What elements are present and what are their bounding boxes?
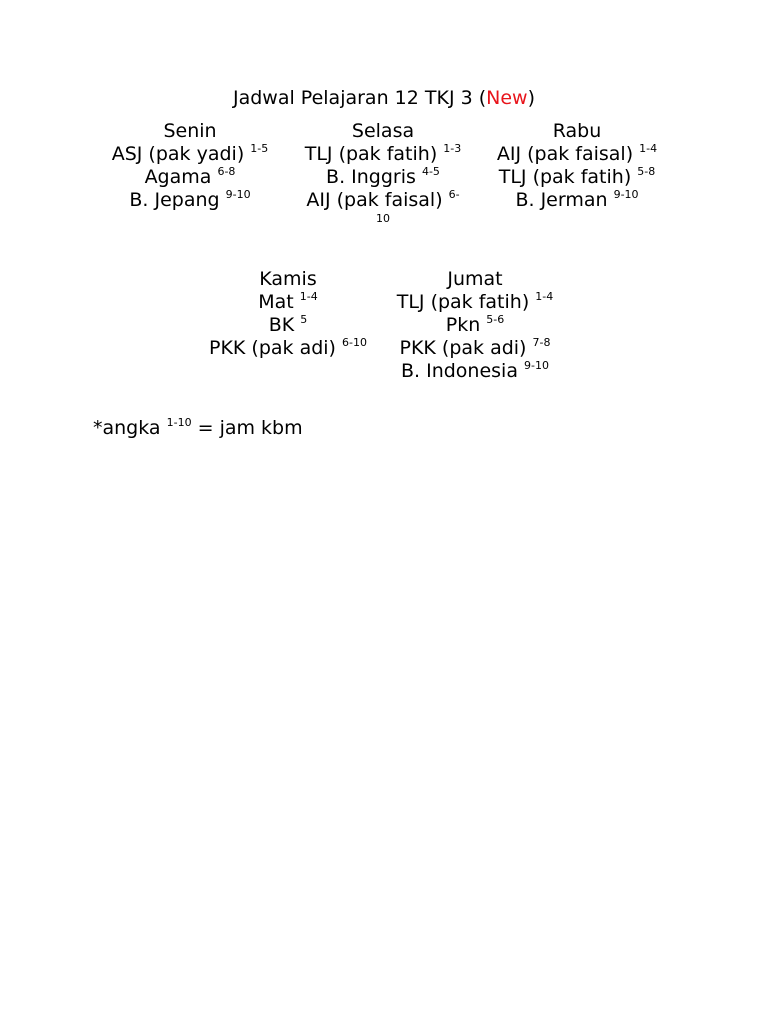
day-name: Jumat [447,268,503,290]
schedule-entry [283,189,483,212]
subject-name: AIJ (pak faisal) [496,143,634,165]
hours-label: 7-8 [532,336,551,349]
schedule-entry [188,337,388,360]
hours-label: 6-10 [342,336,367,349]
schedule-entry [188,291,388,314]
schedule-entry [477,189,677,212]
day-name: Selasa [351,120,415,142]
hours-label: 5-6 [486,313,505,326]
hours-label: 4-5 [421,165,440,178]
day-block-rabu [477,120,677,212]
hours-label: 9-10 [524,359,549,372]
subject-name: ASJ (pak yadi) [111,143,245,165]
subject-name: Mat [258,291,294,313]
footnote [93,416,303,440]
subject-name: Pkn [445,314,481,336]
schedule-entry [375,291,575,314]
schedule-entry [477,143,677,166]
day-block-selasa [283,120,483,225]
schedule-entry [90,189,290,212]
hours-label: 5-8 [637,165,656,178]
subject-name: B. Indonesia [400,360,518,382]
footnote-prefix: *angka [93,417,161,439]
schedule-entry [90,143,290,166]
hours-label: 1-5 [250,142,269,155]
title-text: Jadwal Pelajaran 12 TKJ 3 ( [233,87,487,109]
hours-label: 1-4 [299,290,318,303]
schedule-entry [375,360,575,383]
subject-name: BK [268,314,295,336]
day-block-senin [90,120,290,212]
day-block-jumat [375,268,575,383]
schedule-entry [375,314,575,337]
hours-label: 6- [448,188,460,201]
title-close-paren: ) [527,87,535,109]
day-name: Rabu [552,120,602,142]
subject-name: AIJ (pak faisal) [306,189,443,211]
subject-name: B. Jerman [515,189,608,211]
schedule-entry [283,166,483,189]
schedule-entry [283,143,483,166]
hours-label: 6-8 [217,165,236,178]
subject-name: PKK (pak adi) [399,337,527,359]
subject-name: B. Inggris [326,166,416,188]
document-title [0,86,768,110]
footnote-range: 1-10 [166,416,192,429]
title-new-badge: New [486,87,528,109]
subject-name: TLJ (pak fatih) [396,291,530,313]
hours-label: 9-10 [225,188,251,201]
subject-name: Agama [144,166,212,188]
day-name: Kamis [259,268,317,290]
hours-label-continued: 10 [376,212,390,225]
subject-name: TLJ (pak fatih) [304,143,438,165]
schedule-entry [375,337,575,360]
day-block-kamis [188,268,388,360]
footnote-suffix: = jam kbm [197,417,303,439]
hours-label: 1-4 [535,290,554,303]
schedule-entry [188,314,388,337]
hours-label: 1-4 [639,142,658,155]
hours-label: 5 [300,313,308,326]
day-name: Senin [163,120,217,142]
subject-name: B. Jepang [129,189,220,211]
schedule-entry [477,166,677,189]
schedule-entry [90,166,290,189]
hours-label: 1-3 [443,142,462,155]
hours-label: 9-10 [613,188,639,201]
subject-name: PKK (pak adi) [209,337,336,359]
subject-name: TLJ (pak fatih) [498,166,632,188]
